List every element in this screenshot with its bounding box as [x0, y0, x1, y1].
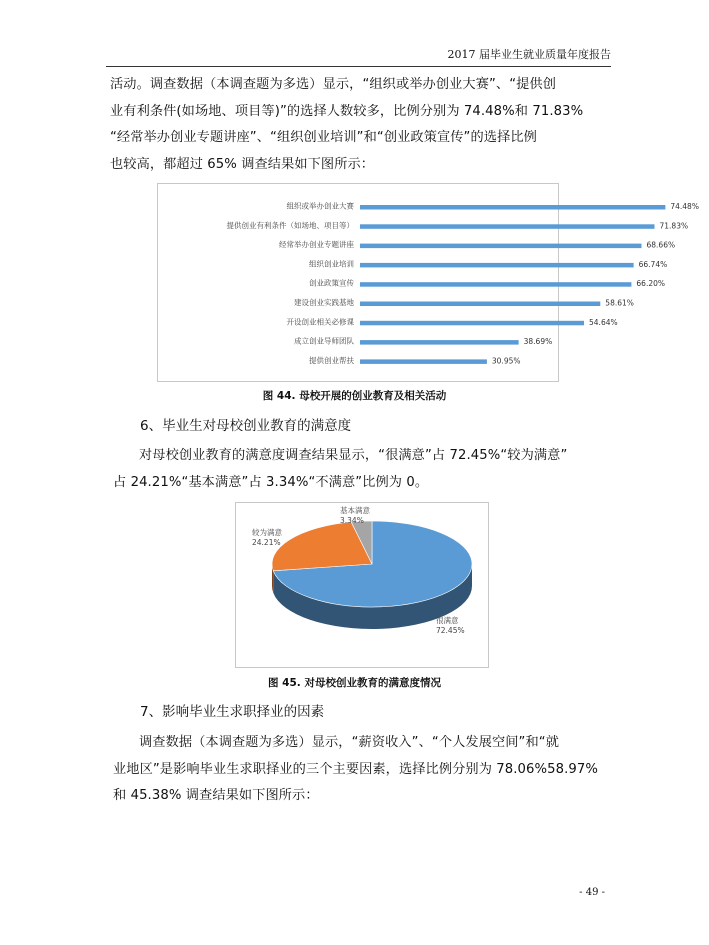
figure-44-caption: 图 44. 母校开展的创业教育及相关活动 — [262, 390, 447, 402]
bar-row — [287, 316, 618, 327]
bar-value-label: 71.83% — [659, 221, 689, 231]
text-line: 和 45.38% 调查结果如下图所示： — [113, 788, 319, 803]
pie-slice-value: 72.45% — [436, 626, 465, 635]
bar-category-label: 提供创业有利条件（如场地、项目等） — [226, 220, 354, 230]
paragraph-2 — [113, 443, 613, 496]
bar-category-label: 经常举办创业专题讲座 — [279, 240, 354, 250]
figure-45-caption: 图 45. 对母校创业教育的满意度情况 — [268, 677, 441, 689]
text-line: “经常举办创业专题讲座”、“组织创业培训”和“创业政策宣传”的选择比例 — [110, 130, 537, 145]
bar — [360, 205, 665, 210]
bar — [360, 359, 487, 364]
pie-slice-label: 很满意 — [436, 616, 459, 625]
bar-value-label: 54.64% — [589, 317, 618, 327]
pie-slice-value: 3.34% — [340, 516, 364, 525]
bar-value-label: 74.48% — [670, 202, 699, 211]
bar-row — [294, 336, 552, 347]
page-number: - 49 - — [579, 887, 605, 898]
page-header: 2017 届毕业生就业质量年度报告 — [106, 46, 611, 67]
bar-category-label: 建设创业实践基地 — [294, 298, 354, 307]
text-line: 对母校创业教育的满意度调查结果显示，“很满意”占 72.45%“较为满意” — [139, 448, 568, 463]
bar-value-label: 68.66% — [646, 240, 676, 250]
bar-row — [227, 220, 689, 231]
bar-value-label: 30.95% — [491, 356, 521, 366]
text-line: 也较高，都超过 65% 调查结果如下图所示： — [110, 156, 375, 172]
pie-slice-label: 较为满意 — [252, 528, 282, 537]
bar-row — [279, 239, 675, 250]
figure-44-chart — [157, 183, 699, 382]
bar — [360, 224, 655, 229]
pie-chart — [236, 503, 488, 667]
bar-category-label: 提供创业帮扶 — [309, 355, 354, 365]
bar-value-label: 66.20% — [636, 279, 666, 289]
bar — [360, 340, 519, 345]
bar — [360, 302, 600, 307]
pie-slice-value: 24.21% — [252, 538, 281, 547]
bar-category-label: 创业政策宣传 — [309, 278, 354, 288]
bar-row — [309, 258, 667, 269]
text-line: 业地区”是影响毕业生求职择业的三个主要因素，选择比例分别为 78.06%58.97% — [113, 761, 599, 777]
bar-category-label: 组织或举办创业大赛 — [286, 201, 354, 211]
bar-value-label: 66.74% — [638, 259, 668, 269]
bar-row — [287, 201, 699, 212]
paragraph-1 — [110, 72, 610, 178]
bar-row — [309, 278, 665, 289]
section-heading-7: 7、影响毕业生求职择业的因素 — [140, 704, 325, 720]
text-line: 业有利条件(如场地、项目等)”的选择人数较多，比例分别为 74.48%和 71.83% — [110, 103, 584, 119]
bar — [360, 263, 634, 268]
bar — [360, 282, 631, 287]
bar-row — [309, 355, 521, 366]
bar — [360, 244, 642, 249]
figure-45-chart — [235, 502, 489, 668]
paragraph-3 — [113, 730, 613, 810]
bar — [360, 321, 584, 326]
text-line: 活动。调查数据（本调查题为多选）显示，“组织或举办创业大赛”、“提供创 — [110, 77, 556, 92]
bar-category-label: 组织创业培训 — [309, 259, 354, 269]
bar-row — [294, 297, 634, 308]
text-line: 占 24.21%“基本满意”占 3.34%“不满意”比例为 0。 — [113, 474, 429, 490]
pie-slice-label: 基本满意 — [340, 506, 370, 515]
bar-category-label: 成立创业导师团队 — [294, 336, 354, 346]
bar-chart — [158, 184, 699, 381]
bar-value-label: 38.69% — [523, 337, 553, 347]
section-heading-6: 6、毕业生对母校创业教育的满意度 — [140, 418, 352, 434]
bar-category-label: 开设创业相关必修课 — [286, 317, 354, 327]
bar-value-label: 58.61% — [605, 298, 634, 308]
text-line: 调查数据（本调查题为多选）显示，“薪资收入”、“个人发展空间”和“就 — [139, 735, 559, 750]
